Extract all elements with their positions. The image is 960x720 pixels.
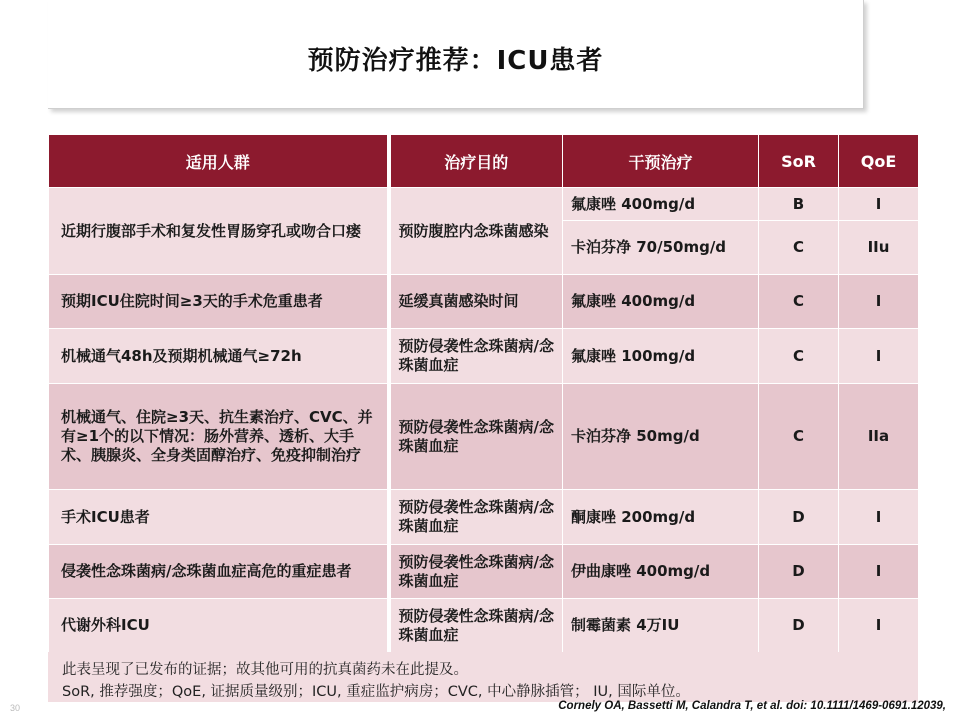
cell-purpose: 延缓真菌感染时间	[389, 275, 563, 329]
cell-qoe: I	[839, 545, 919, 599]
cell-qoe: IIu	[839, 221, 919, 275]
cell-therapy: 制霉菌素 4万IU	[563, 599, 759, 653]
slide-number: 30	[10, 703, 21, 713]
cell-purpose: 预防侵袭性念珠菌病/念珠菌血症	[389, 545, 563, 599]
header-therapy: 干预治疗	[563, 135, 759, 188]
citation: Cornely OA, Bassetti M, Calandra T, et al. doi: 10.1111/1469-0691.12039,	[558, 700, 946, 712]
cell-purpose: 预防侵袭性念珠菌病/念珠菌血症	[389, 490, 563, 545]
cell-sor: C	[759, 329, 839, 384]
header-qoe: QoE	[839, 135, 919, 188]
cell-population: 机械通气48h及预期机械通气≥72h	[49, 329, 389, 384]
table-row	[49, 384, 919, 490]
header-sor: SoR	[759, 135, 839, 188]
table-footnote	[48, 652, 918, 702]
cell-population: 侵袭性念珠菌病/念珠菌血症高危的重症患者	[49, 545, 389, 599]
cell-population: 代谢外科ICU	[49, 599, 389, 653]
cell-purpose: 预防腹腔内念珠菌感染	[389, 188, 563, 275]
footnote-line-1: 此表呈现了已发布的证据；故其他可用的抗真菌药未在此提及。	[62, 662, 468, 678]
cell-therapy: 伊曲康唑 400mg/d	[563, 545, 759, 599]
table-row	[49, 599, 919, 653]
cell-sor: D	[759, 599, 839, 653]
cell-sor: C	[759, 221, 839, 275]
table-row	[49, 329, 919, 384]
cell-sor: B	[759, 188, 839, 221]
table-row	[49, 188, 919, 221]
cell-sor: D	[759, 545, 839, 599]
cell-therapy: 氟康唑 400mg/d	[563, 275, 759, 329]
cell-therapy: 卡泊芬净 70/50mg/d	[563, 221, 759, 275]
cell-sor: C	[759, 275, 839, 329]
cell-purpose: 预防侵袭性念珠菌病/念珠菌血症	[389, 384, 563, 490]
recommendation-table	[48, 134, 919, 653]
cell-therapy: 酮康唑 200mg/d	[563, 490, 759, 545]
cell-qoe: I	[839, 188, 919, 221]
cell-purpose: 预防侵袭性念珠菌病/念珠菌血症	[389, 329, 563, 384]
table-row	[49, 275, 919, 329]
footnote-line-2: SoR, 推荐强度；QoE, 证据质量级别；ICU, 重症监护病房；CVC, 中心静脉插管； IU, 国际单位。	[62, 684, 690, 700]
header-purpose: 治疗目的	[389, 135, 563, 188]
table-header-row	[49, 135, 919, 188]
cell-sor: C	[759, 384, 839, 490]
table-row	[49, 545, 919, 599]
cell-therapy: 卡泊芬净 50mg/d	[563, 384, 759, 490]
cell-population: 预期ICU住院时间≥3天的手术危重患者	[49, 275, 389, 329]
header-population: 适用人群	[49, 135, 389, 188]
cell-qoe: I	[839, 599, 919, 653]
cell-qoe: I	[839, 329, 919, 384]
cell-qoe: I	[839, 275, 919, 329]
table-row	[49, 490, 919, 545]
cell-qoe: IIa	[839, 384, 919, 490]
cell-population: 近期行腹部手术和复发性胃肠穿孔或吻合口瘘	[49, 188, 389, 275]
cell-purpose: 预防侵袭性念珠菌病/念珠菌血症	[389, 599, 563, 653]
cell-qoe: I	[839, 490, 919, 545]
title-box	[48, 0, 864, 109]
cell-therapy: 氟康唑 400mg/d	[563, 188, 759, 221]
cell-population: 手术ICU患者	[49, 490, 389, 545]
cell-sor: D	[759, 490, 839, 545]
page-title: 预防治疗推荐：ICU患者	[307, 46, 604, 76]
cell-population: 机械通气、住院≥3天、抗生素治疗、CVC、并有≥1个的以下情况：肠外营养、透析、大手术、胰腺炎、全身类固醇治疗、免疫抑制治疗	[49, 384, 389, 490]
cell-therapy: 氟康唑 100mg/d	[563, 329, 759, 384]
